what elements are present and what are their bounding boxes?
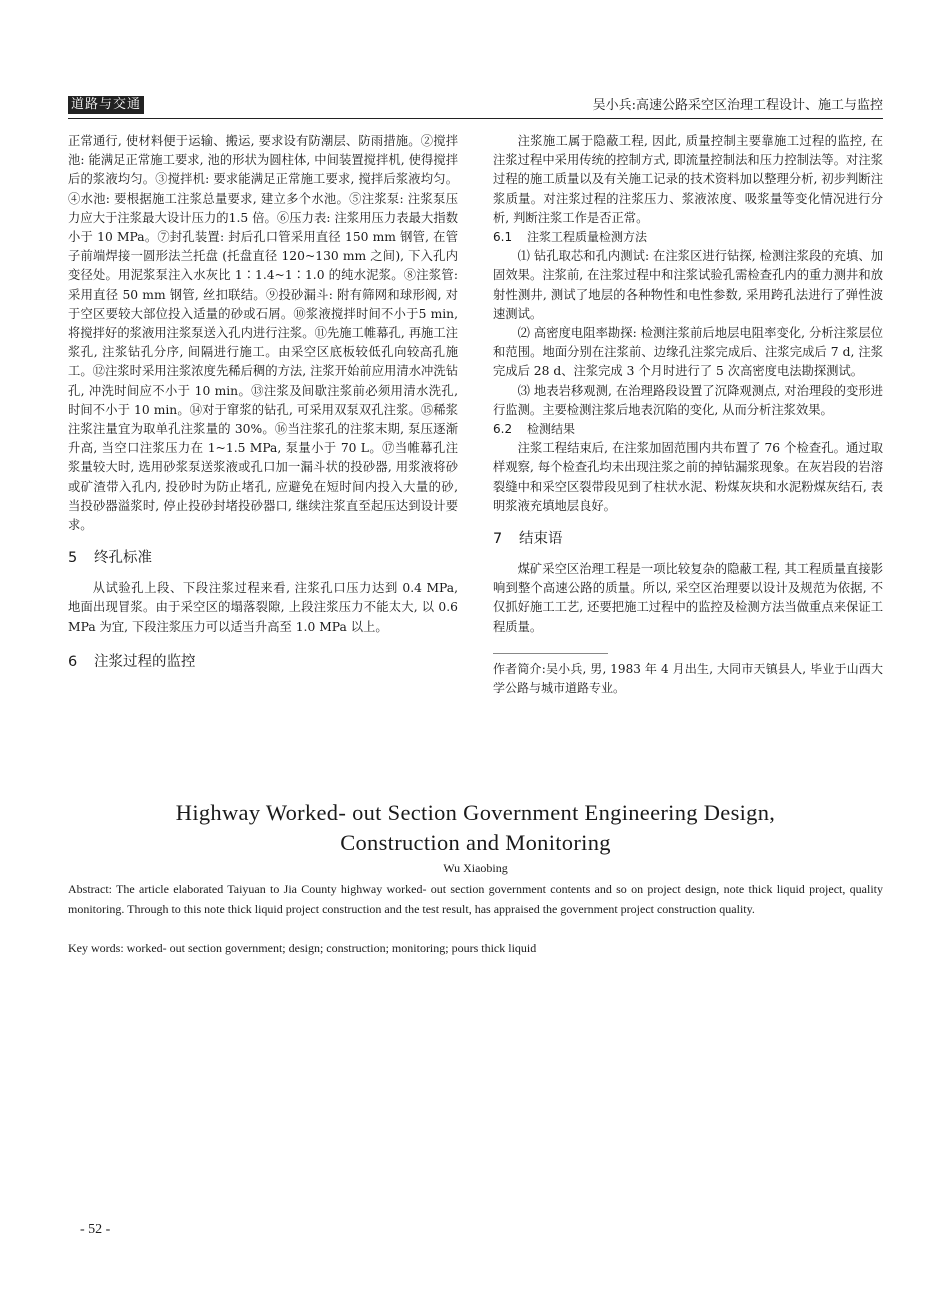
english-title-line-2: Construction and Monitoring — [340, 830, 611, 855]
author-bio: 作者简介:吴小兵, 男, 1983 年 4 月出生, 大同市天镇县人, 毕业于山西大学公路与城市道路专业。 — [493, 661, 883, 695]
paragraph-drilling-test: ⑴ 钻孔取芯和孔内测试: 在注浆区进行钻探, 检测注浆段的充填、加固效果。注浆前, 在注浆过程中和注浆试验孔需检查孔内的重力测井和放射性测井, 测试了地层的各种物性和电性参数, 采用跨孔法进行了弹性波速测试。 — [493, 249, 883, 321]
section-number: 7 — [493, 531, 503, 548]
subsection-title: 注浆工程质量检测方法 — [527, 230, 648, 245]
paragraph-results: 注浆工程结束后, 在注浆加固范围内共布置了 76 个检查孔。通过取样观察, 每个检查孔均未出现注浆之前的掉钻漏浆现象。在灰岩段的岩溶裂缝中和采空区裂带段见到了柱状水泥、粉煤灰块和水泥粉煤灰结石, 表明浆液充填地层良好。 — [493, 441, 883, 513]
journal-name: 道路与交通 — [68, 96, 144, 114]
page-number: - 52 - — [80, 1222, 111, 1237]
english-abstract: Abstract: The article elaborated Taiyuan to Jia County highway worked- out section government contents and so on project design, note thick liquid project, quality monitoring. Through to this note thick liquid project construction and the test result, has appraised the government project construction quality. — [68, 882, 883, 916]
paragraph-resistivity: ⑵ 高密度电阻率勘探: 检测注浆前后地层电阻率变化, 分析注浆层位和范围。地面分别在注浆前、边缘孔注浆完成后、注浆完成后 7 d, 注浆完成后 28 d、注浆完成 3 个月时进行了 5 次高密度电法勘探测试。 — [493, 326, 883, 379]
subsection-heading-6-1 — [493, 228, 883, 247]
paragraph-final-hole: 从试验孔上段、下段注浆过程来看, 注浆孔口压力达到 0.4 MPa, 地面出现冒浆。由于采空区的塌落裂隙, 上段注浆压力不能太大, 以 0.6 MPa 为宜, 下段注浆压力可以适当升高至 1.0 MPa 以上。 — [68, 581, 458, 634]
paragraph-equipment: 正常通行, 使材料便于运输、搬运, 要求设有防潮层、防雨措施。②搅拌池: 能满足正常施工要求, 池的形状为圆柱体, 中间装置搅拌机, 使得搅拌后的浆液均匀。③搅拌机: 要求能满足正常施工要求, 搅拌后浆液均匀。④水池: 要根据施工注浆总量要求, 建立多个水池。⑤注浆泵: 注浆泵压力应大于注浆最大设计压力的1.5 倍。⑥压力表: 注浆用压力表最大指数小于 10 MPa。⑦封孔装置: 封后孔口管采用直径 150 mm 钢管, 在管子前端焊接一圆形法兰托盘 (托盘直径 120~130 mm 之间), 下入孔内变径处。用泥浆泵注入水灰比 1∶1.4~1∶1.0 的纯水泥浆。⑧注浆管: 采用直径 50 mm 钢管, 丝扣联结。⑨投砂漏斗: 附有筛网和球形阀, 对于空区要较大部位投入适量的砂或石屑。⑩浆液搅拌时间不小于5 min, 将搅拌好的浆液用注浆泵送入孔内进行注浆。⑪先施工帷幕孔, 再施工注浆孔, 注浆钻孔分序, 间隔进行施工。由采空区底板较低孔向较高孔施工。⑫注浆时采用注浆浓度先稀后稠的方法, 注浆开始前应用清水冲洗钻孔, 冲洗时间应不小于 10 min。⑬注浆及间歇注浆前必须用清水洗孔, 时间不小于 10 min。⑭对于窜浆的钻孔, 可采用双泵双孔注浆。⑮稀浆注浆注量宜为取单孔注浆量的 30%。⑯当注浆孔的注浆末期, 泵压逐渐升高, 当空口注浆压力在 1~1.5 MPa, 泵量小于 70 L。⑰当帷幕孔注浆量较大时, 选用砂浆泵送浆液或孔口加一漏斗状的投砂器, 用浆液将砂或矿渣带入孔内, 投砂时为防止堵孔, 应避免在短时间内投入大量的砂, 当投砂器溢浆时, 停止投砂封堵投砂器口, 继续注浆直至起压达到设计要求。 — [68, 134, 458, 533]
page-header — [68, 96, 883, 119]
section-number: 5 — [68, 550, 78, 567]
section-heading-5 — [68, 547, 458, 569]
paragraph-monitoring: 注浆施工属于隐蔽工程, 因此, 质量控制主要靠施工过程的监控, 在注浆过程中采用传统的控制方式, 即流量控制法和压力控制法等。对注浆过程的施工质量以及有关施工记录的技术资料加以整理分析, 初步判断注浆质量。对注浆过程的注浆压力、浆液浓度、吸浆量等变化情况进行分析, 判断注浆工作是否正常。 — [493, 134, 883, 225]
english-title — [68, 798, 883, 858]
section-heading-6 — [68, 651, 458, 673]
subsection-number: 6.2 — [493, 422, 513, 437]
paragraph-conclusion: 煤矿采空区治理工程是一项比较复杂的隐蔽工程, 其工程质量直接影响到整个高速公路的质量。所以, 采空区治理要以设计及规范为依据, 不仅抓好施工工艺, 还要把施工过程中的监控及检测方法当做重点来保证工程质量。 — [493, 562, 883, 634]
left-column — [68, 132, 458, 683]
section-heading-7 — [493, 528, 883, 550]
subsection-title: 检测结果 — [527, 422, 576, 437]
right-column — [493, 132, 883, 698]
section-title: 注浆过程的监控 — [94, 653, 196, 670]
running-title: 吴小兵:高速公路采空区治理工程设计、施工与监控 — [592, 98, 883, 113]
section-title: 结束语 — [519, 531, 563, 548]
section-title: 终孔标准 — [94, 550, 152, 567]
subsection-heading-6-2 — [493, 420, 883, 439]
english-title-line-1: Highway Worked- out Section Government Engineering Design, — [175, 800, 776, 825]
subsection-number: 6.1 — [493, 230, 513, 245]
english-author: Wu Xiaobing — [443, 861, 508, 875]
english-keywords: Key words: worked- out section government; design; construction; monitoring; pours thick liquid — [68, 941, 537, 955]
paragraph-surface-observation: ⑶ 地表岩移观测, 在治理路段设置了沉降观测点, 对治理段的变形进行监测。主要检测注浆后地表沉陷的变化, 从而分析注浆效果。 — [493, 383, 883, 417]
section-number: 6 — [68, 653, 78, 670]
footnote-divider — [493, 653, 608, 654]
